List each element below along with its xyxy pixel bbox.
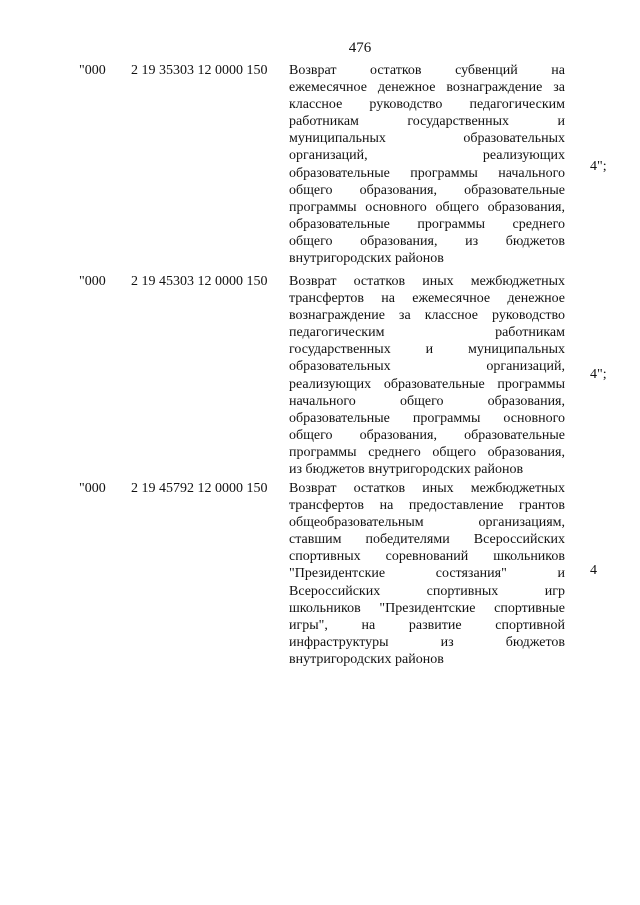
row-description bbox=[289, 480, 565, 668]
description-line: педагогическим работникам bbox=[289, 325, 565, 341]
column-4-value: 4"; bbox=[590, 367, 607, 382]
description-line: работникам государственных и bbox=[289, 114, 565, 130]
description-line: Возврат остатков субвенций на bbox=[289, 63, 565, 78]
column-4-value: 4"; bbox=[590, 159, 607, 174]
description-line: ежемесячное денежное вознаграждение за bbox=[289, 80, 565, 96]
description-line: из бюджетов внутригородских районов bbox=[289, 462, 524, 478]
row-prefix: "000 bbox=[79, 274, 106, 289]
description-line: общего образования, образовательные bbox=[289, 427, 565, 443]
column-4-value: 4 bbox=[590, 563, 597, 578]
description-line: внутригородских районов bbox=[289, 651, 444, 667]
description-line: образовательных организаций, bbox=[289, 359, 565, 375]
description-line: муниципальных образовательных bbox=[289, 131, 565, 147]
description-line: школьников "Президентские спортивные bbox=[289, 600, 565, 616]
description-line: инфраструктуры из бюджетов bbox=[289, 634, 565, 650]
description-line: образовательные программы основного bbox=[289, 410, 565, 426]
description-line: внутригородских районов bbox=[289, 251, 444, 267]
description-line: общего образования, образовательные bbox=[289, 182, 565, 198]
budget-code: 2 19 45792 12 0000 150 bbox=[131, 481, 268, 496]
description-line: ставшим победителями Всероссийских bbox=[289, 532, 565, 548]
row-description bbox=[289, 273, 565, 478]
description-line: Возврат остатков иных межбюджетных bbox=[289, 274, 565, 289]
row-prefix: "000 bbox=[79, 481, 106, 496]
description-line: Возврат остатков иных межбюджетных bbox=[289, 481, 565, 496]
description-line: игры", на развитие спортивной bbox=[289, 617, 565, 633]
description-line: вознаграждение за классное руководство bbox=[289, 308, 565, 324]
description-line: образовательные программы начального bbox=[289, 165, 565, 181]
description-line: организаций, реализующих bbox=[289, 148, 565, 164]
description-line: Всероссийских спортивных игр bbox=[289, 583, 565, 599]
description-line: реализующих образовательные программы bbox=[289, 376, 565, 392]
description-line: начального общего образования, bbox=[289, 393, 565, 409]
description-line: "Президентские состязания" и bbox=[289, 566, 565, 582]
description-line: программы среднего общего образования, bbox=[289, 444, 565, 460]
description-line: общего образования, из бюджетов bbox=[289, 233, 565, 249]
description-line: образовательные программы среднего bbox=[289, 216, 565, 232]
description-line: классное руководство педагогическим bbox=[289, 97, 565, 113]
row-prefix: "000 bbox=[79, 63, 106, 78]
page-number: 476 bbox=[348, 40, 372, 56]
description-line: программы основного общего образования, bbox=[289, 199, 565, 215]
description-line: государственных и муниципальных bbox=[289, 342, 565, 358]
description-line: общеобразовательным организациям, bbox=[289, 515, 565, 531]
description-line: трансфертов на предоставление грантов bbox=[289, 498, 565, 514]
row-description bbox=[289, 62, 565, 267]
description-line: трансфертов на ежемесячное денежное bbox=[289, 291, 565, 307]
description-line: спортивных соревнований школьников bbox=[289, 549, 565, 565]
budget-code: 2 19 35303 12 0000 150 bbox=[131, 63, 268, 78]
budget-code: 2 19 45303 12 0000 150 bbox=[131, 274, 268, 289]
